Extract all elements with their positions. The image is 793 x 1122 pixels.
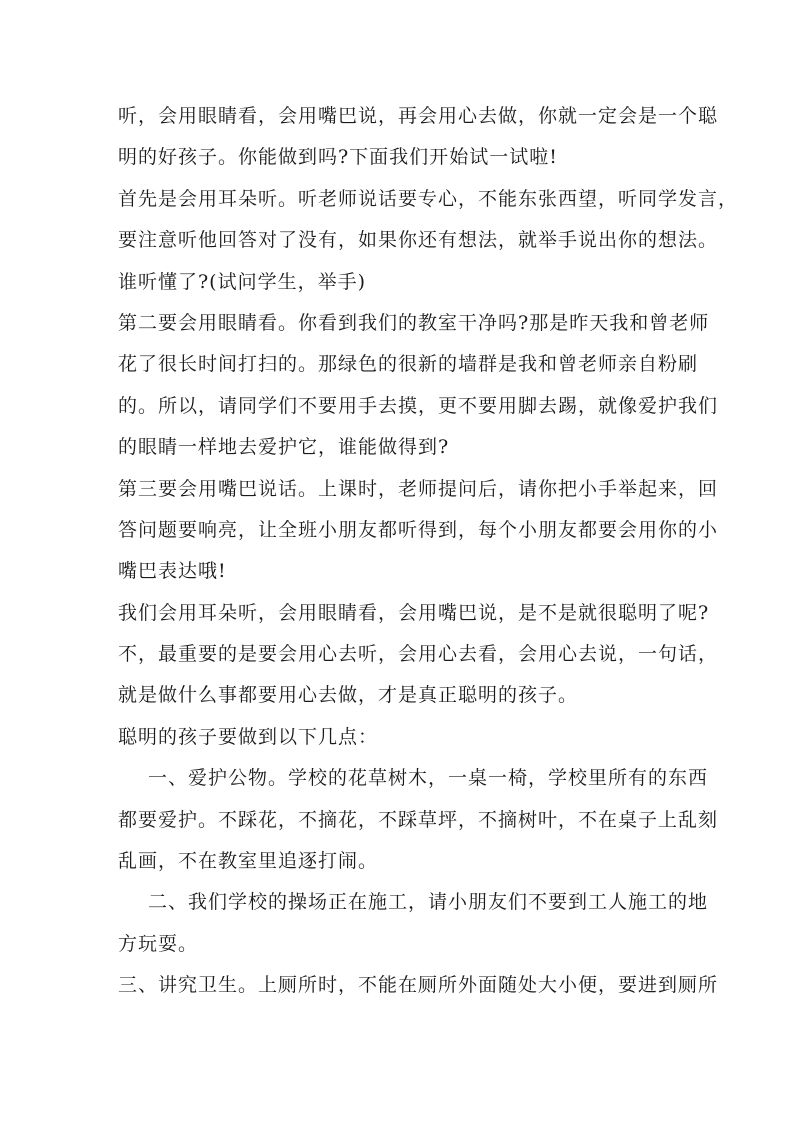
text-line: 一、爱护公物。学校的花草树木，一桌一椅，学校里所有的东西 xyxy=(148,767,709,790)
text-line: 听，会用眼睛看，会用嘴巴说，再会用心去做，你就一定会是一个聪 xyxy=(118,105,719,127)
text-line: 乱画，不在教室里追逐打闹。 xyxy=(118,850,379,873)
text-line: 三、讲究卫生。上厕所时，不能在厕所外面随处大小便，要进到厕所 xyxy=(118,974,719,997)
text-line: 的眼睛一样地去爱护它，谁能做得到? xyxy=(118,436,450,459)
text-line: 花了很长时间打扫的。那绿色的很新的墙群是我和曾老师亲自粉刷 xyxy=(118,353,699,376)
text-line: 的。所以，请同学们不要用手去摸，更不要用脚去踢，就像爱护我们 xyxy=(118,394,719,417)
text-line: 嘴巴表达哦! xyxy=(118,560,227,583)
text-line: 都要爱护。不踩花，不摘花，不踩草坪，不摘树叶，不在桌子上乱刻 xyxy=(118,808,719,831)
text-line: 明的好孩子。你能做到吗?下面我们开始试一试啦! xyxy=(118,146,558,169)
text-line: 就是做什么事都要用心去做，才是真正聪明的孩子。 xyxy=(118,684,579,707)
text-line: 第三要会用嘴巴说话。上课时，老师提问后，请你把小手举起来，回 xyxy=(118,477,719,500)
text-line: 二、我们学校的操场正在施工，请小朋友们不要到工人施工的地 xyxy=(148,891,709,914)
text-line: 我们会用耳朵听，会用眼睛看，会用嘴巴说，是不是就很聪明了呢? xyxy=(118,601,710,624)
text-line: 不，最重要的是要会用心去听，会用心去看，会用心去说，一句话， xyxy=(118,643,719,666)
text-line: 答问题要响亮，让全班小朋友都听得到，每个小朋友都要会用你的小 xyxy=(118,518,719,541)
text-line: 要注意听他回答对了没有，如果你还有想法，就举手说出你的想法。 xyxy=(118,229,719,252)
text-line: 方玩耍。 xyxy=(118,932,199,955)
document-page xyxy=(118,96,739,1007)
text-line: 聪明的孩子要做到以下几点： xyxy=(118,725,379,748)
text-line: 首先是会用耳朵听。听老师说话要专心，不能东张西望，听同学发言， xyxy=(118,187,739,210)
text-line: 第二要会用眼睛看。你看到我们的教室干净吗?那是昨天我和曾老师 xyxy=(118,311,710,334)
text-line: 谁听懂了?(试问学生，举手) xyxy=(118,270,367,293)
